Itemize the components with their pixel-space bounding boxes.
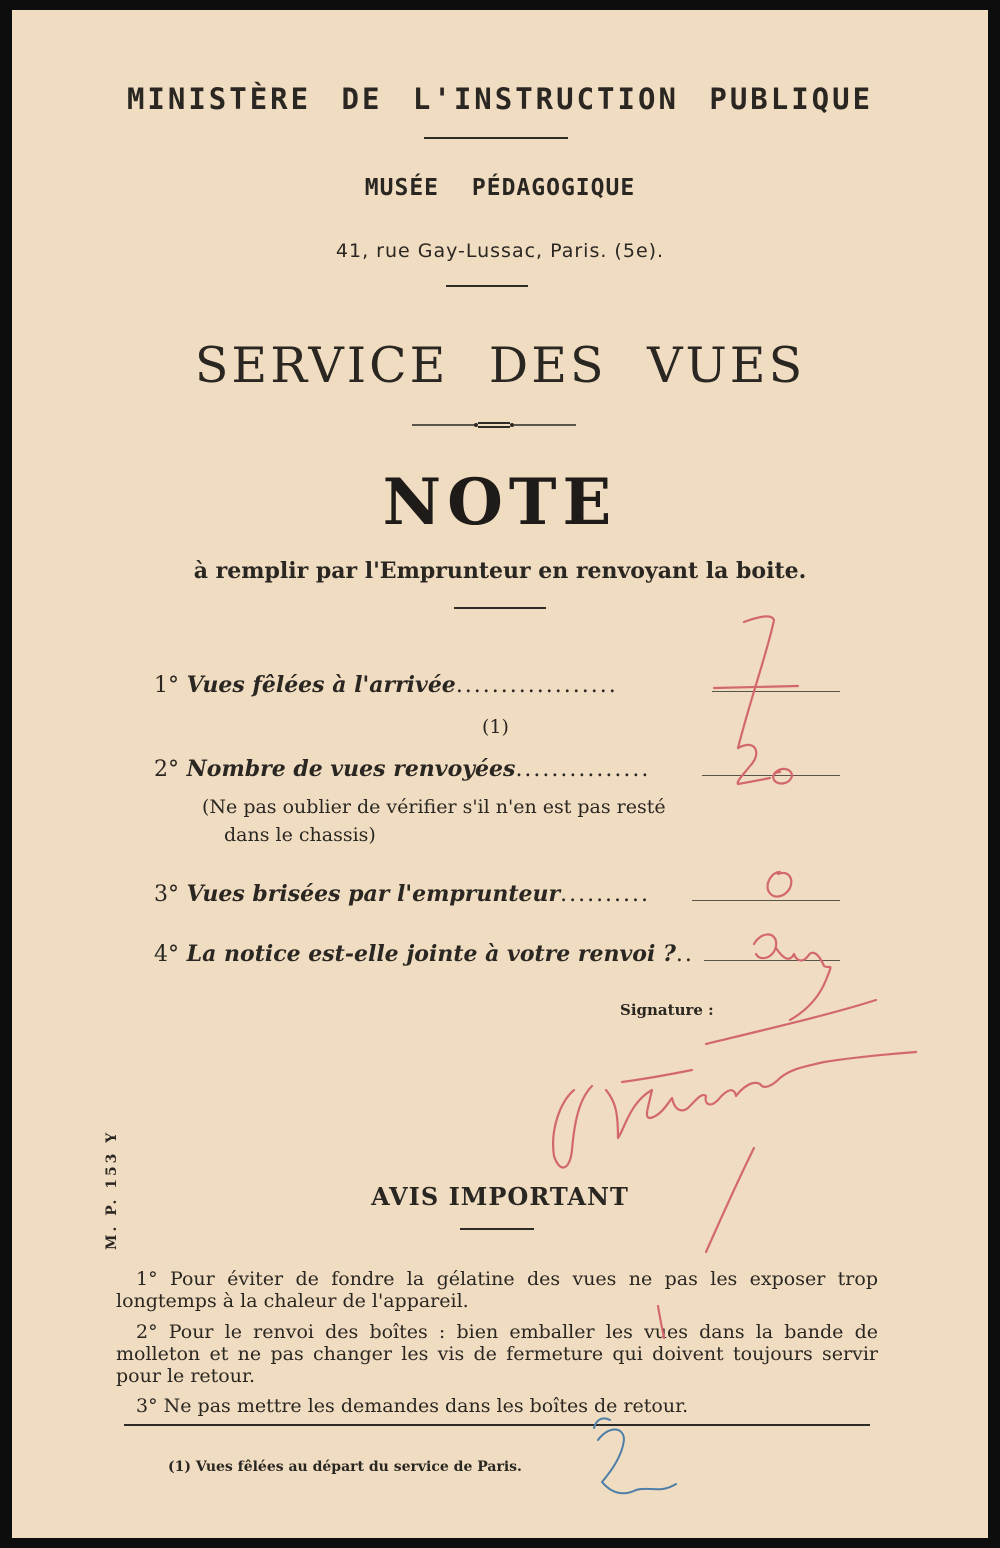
margin-code: M. P. 153 Y — [104, 1129, 120, 1250]
form-item-vues-brisees: 3° Vues brisées par l'emprunteur.......... — [154, 881, 651, 907]
service-title: SERVICE DES VUES — [194, 337, 806, 394]
handwritten-value-oui — [754, 934, 830, 1020]
document-sheet — [12, 10, 988, 1538]
note-subtitle: à remplir par l'Emprunteur en renvoyant la boite. — [193, 558, 807, 584]
handwritten-value-0 — [768, 872, 792, 897]
notice-paragraph: 2° Pour le renvoi des boîtes : bien emballer les vues dans la bande de molleton et ne pas changer les vis de fermeture qui doivent toujours servir pour le retour. — [116, 1321, 878, 1387]
blue-ink-mark — [594, 1418, 676, 1493]
form-item-vues-felees: 1° Vues fêlées à l'arrivée.................. — [154, 672, 618, 698]
handwritten-annotations — [12, 10, 988, 1538]
notice-title: AVIS IMPORTANT — [371, 1182, 629, 1211]
ministry-heading: MINISTÈRE DE L'INSTRUCTION PUBLIQUE — [126, 82, 874, 116]
museum-heading: MUSÉE PÉDAGOGIQUE — [364, 175, 636, 201]
form-item-vues-renvoyees: 2° Nombre de vues renvoyées............... — [154, 756, 651, 782]
handwritten-value-7 — [738, 616, 774, 748]
footnote-text: (1) Vues fêlées au départ du service de Paris. — [168, 1459, 522, 1475]
reminder-text: (Ne pas oublier de vérifier s'il n'en est pas resté — [202, 796, 666, 818]
signature-label: Signature : — [620, 1001, 714, 1019]
notice-paragraph: 3° Ne pas mettre les demandes dans les boîtes de retour. — [136, 1395, 689, 1417]
form-item-notice-jointe: 4° La notice est-elle jointe à votre renvoi ?.. — [154, 941, 694, 967]
note-title: NOTE — [382, 465, 618, 540]
footnote-marker: (1) — [482, 716, 509, 738]
reminder-text: dans le chassis) — [224, 824, 376, 846]
museum-address: 41, rue Gay-Lussac, Paris. (5e). — [335, 240, 665, 262]
handwritten-value-20 — [738, 745, 770, 784]
notice-paragraph: 1° Pour éviter de fondre la gélatine des vues ne pas les exposer trop longtemps à la chaleur de l'appareil. — [116, 1268, 878, 1312]
signature-drainar — [553, 1086, 592, 1167]
